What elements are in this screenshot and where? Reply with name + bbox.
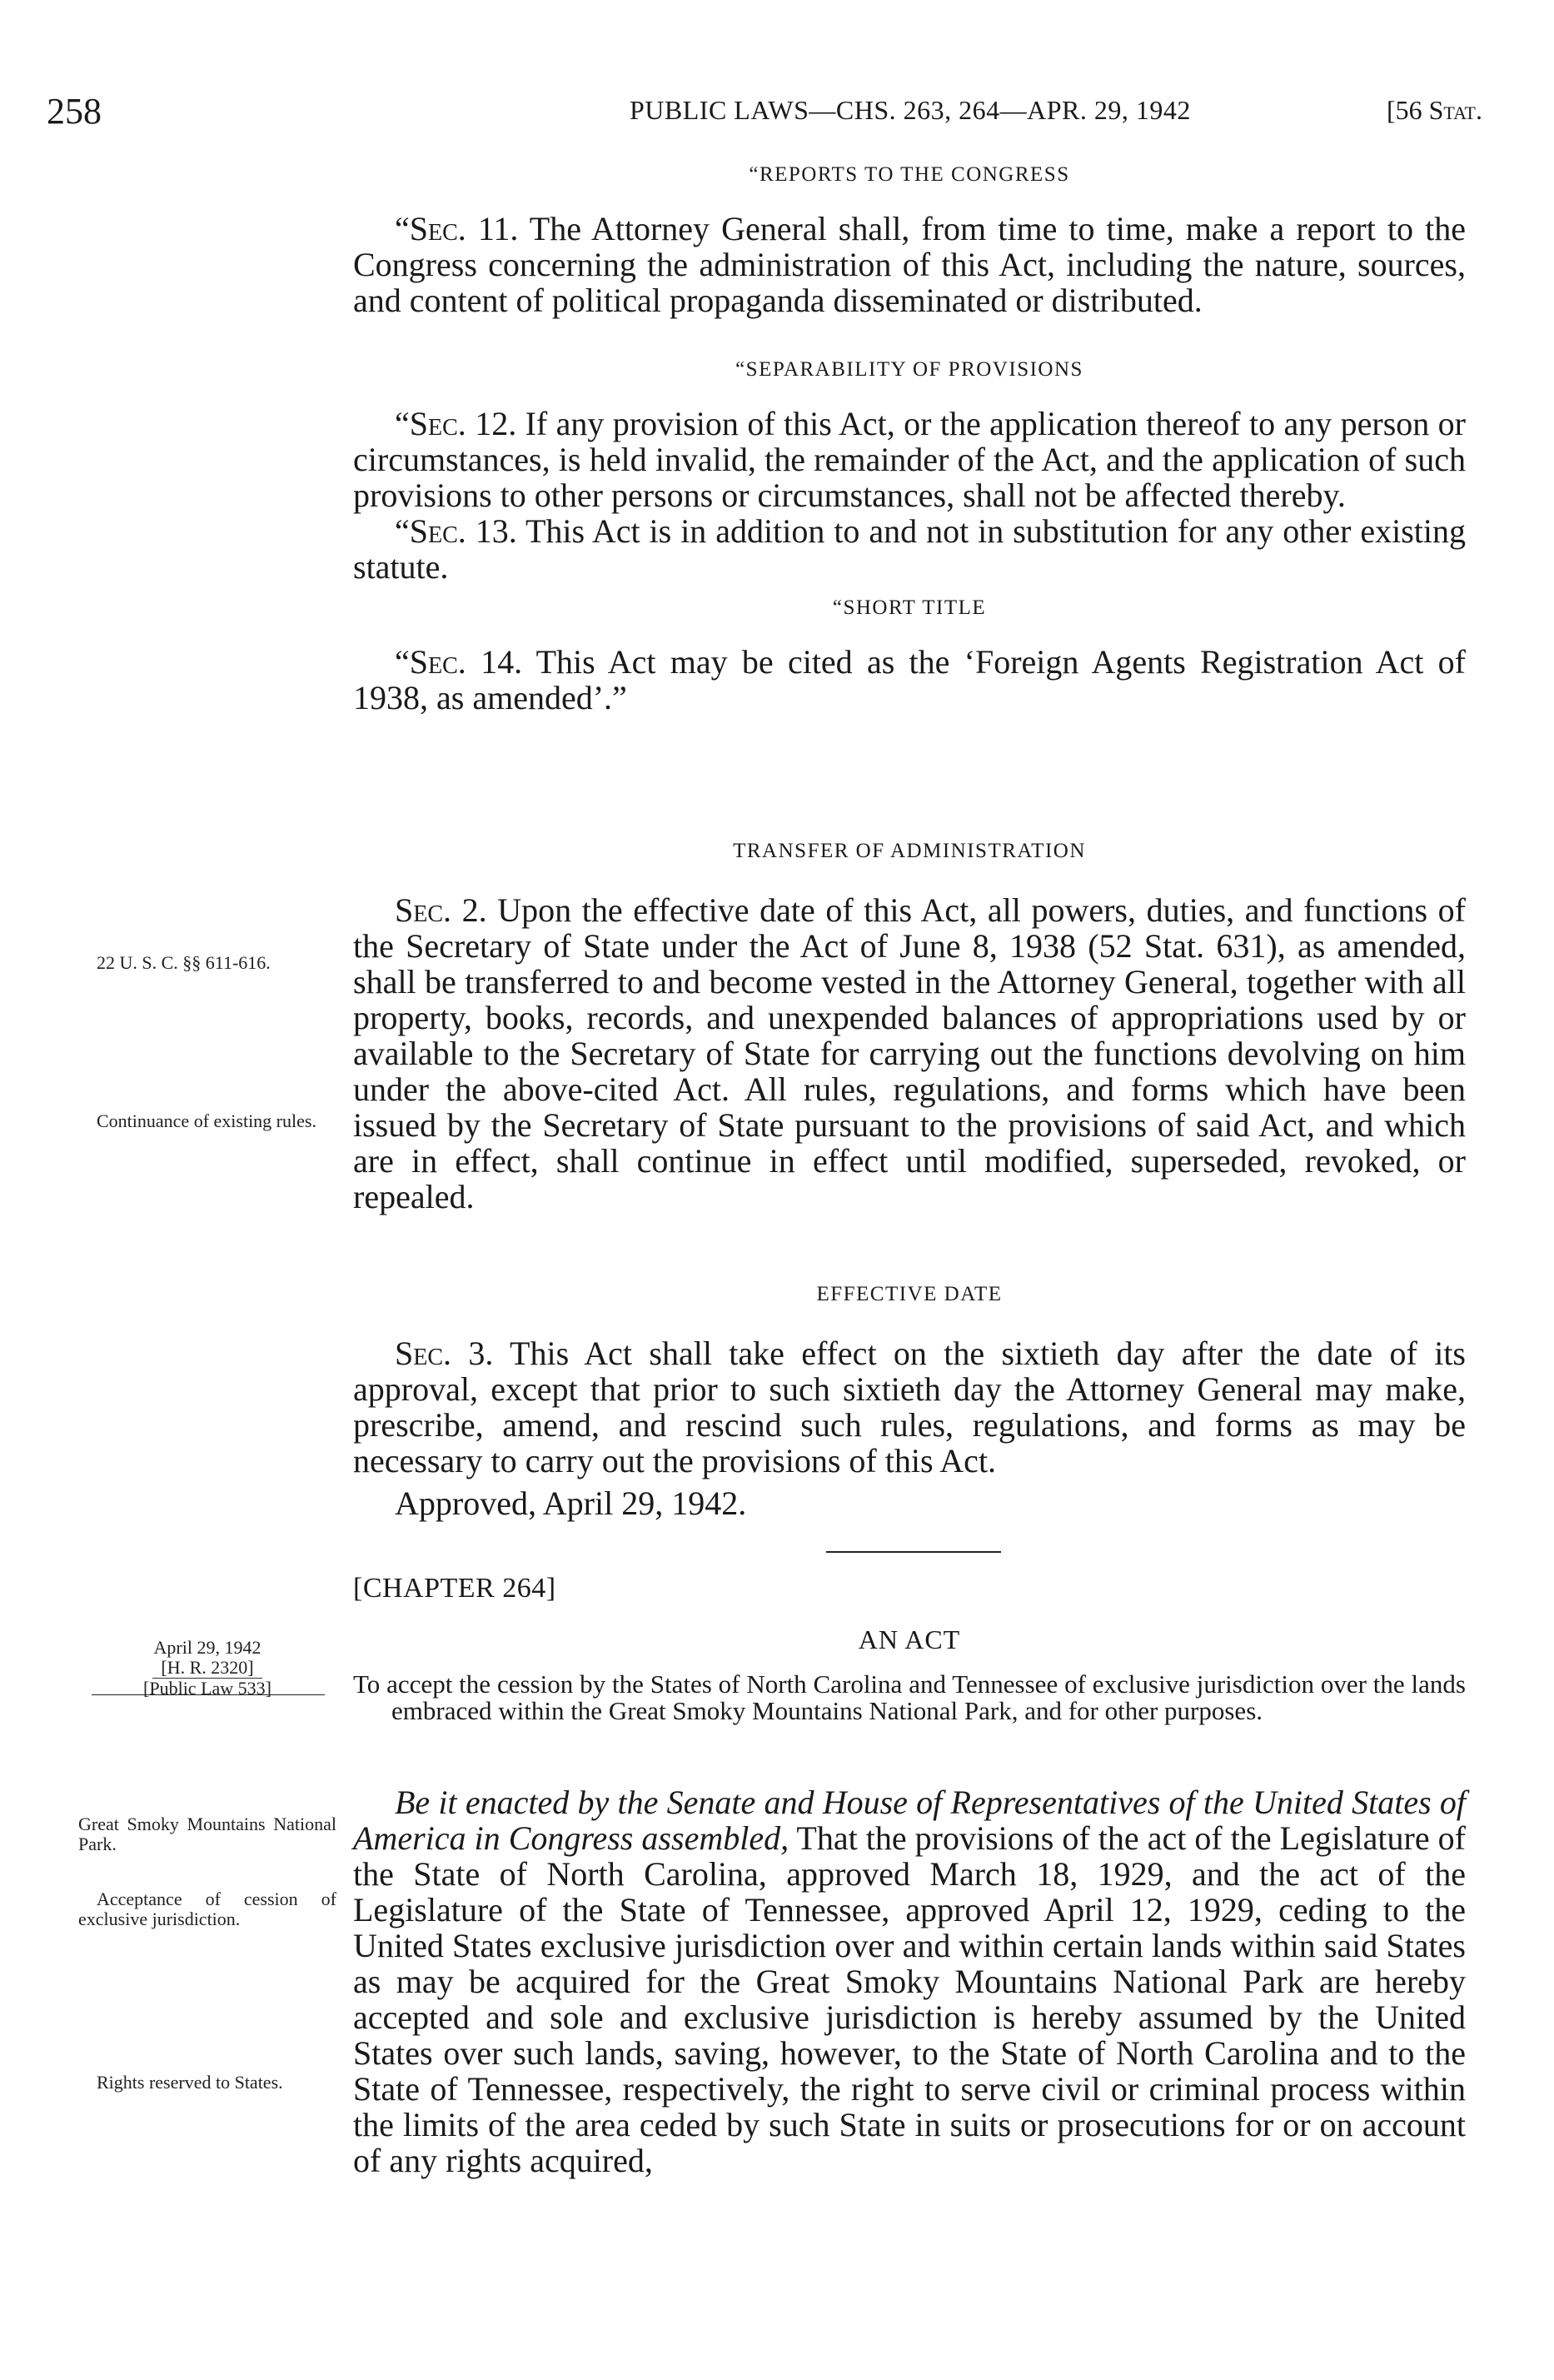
section-13-quote: “ (395, 512, 410, 550)
heading-transfer-of-administration: TRANSFER OF ADMINISTRATION (733, 840, 1086, 862)
section-12 (353, 406, 1466, 513)
heading-reports-to-congress: “REPORTS TO THE CONGRESS (749, 163, 1070, 186)
section-12-quote: “ (395, 405, 410, 442)
section-14-text: 14. This Act may be cited as the ‘Foreign Agents Registration Act of 1938, as amended’.” (353, 643, 1466, 716)
chapter-264-body (353, 1784, 1466, 2178)
margin-note-rights: Rights reserved to States. (97, 2072, 283, 2093)
heading-short-title: “SHORT TITLE (832, 596, 987, 619)
margin-rule (92, 1694, 325, 1695)
margin-note-acceptance: Acceptance of cession of exclusive jurisdiction. (78, 1889, 336, 1929)
section-3-label: Sec. (395, 1335, 452, 1372)
statute-ref-prefix: [56 (1386, 95, 1429, 125)
section-14-quote: “ (395, 643, 410, 681)
section-2-label: Sec. (395, 891, 452, 929)
section-14 (353, 644, 1466, 716)
chapter-reference: PUBLIC LAWS—CHS. 263, 264—APR. 29, 1942 (630, 95, 1191, 125)
margin-note-bill-info (78, 1638, 336, 1699)
section-12-label: Sec. (409, 405, 466, 442)
section-2 (353, 892, 1466, 1215)
chapter-264-label: [CHAPTER 264] (353, 1573, 556, 1604)
running-header (47, 90, 1482, 132)
margin-bill-number: [H. R. 2320] (152, 1658, 261, 1679)
margin-note-usc: 22 U. S. C. §§ 611-616. (97, 952, 271, 973)
section-2-text: 2. Upon the effective date of this Act, all powers, duties, and functions of the Secretary of State under the Act of June 8, 1938 (52 Stat. 631), as amended, shall be transferred to and become vested in the Attorney General, together with all property, books, records, and unexpended balances of appropriations used by or available to the Secretary of State for carrying out the functions devolving on him under the above-cited Act. All rules, regulations, and forms which have been issued by the Secretary of State pursuant to the provisions of said Act, and which are in effect, shall continue in effect until modified, superseded, revoked, or repealed. (353, 891, 1466, 1215)
transfer-block (353, 833, 1466, 1215)
margin-note-park: Great Smoky Mountains National Park. (78, 1814, 336, 1854)
enacting-body: That the provisions of the act of the Legislature of the State of North Carolina, approved March 18, 1929, and the act of the Legislature of the State of Tennessee, approved April 12, 1929, ceding to the United States exclusive jurisdiction over and within certain lands within said States as may be acquired for the Great Smoky Mountains National Park are hereby accepted and sole and exclusive jurisdiction is hereby assumed by the United States over such lands, saving, however, to the State of North Carolina and to the State of Tennessee, respectively, the right to serve civil or criminal process within the limits of the area ceded by such State in suits or prosecutions for or on account of any rights acquired, (353, 1819, 1466, 2179)
section-3-text: 3. This Act shall take effect on the sixtieth day after the date of its approval, except that prior to such sixtieth day the Attorney General may make, prescribe, amend, and rescind such rules, regulations, and forms as may be necessary to carry out the provisions of this Act. (353, 1335, 1466, 1479)
section-11-quote: “ (395, 210, 410, 247)
section-11-label: Sec. (409, 210, 466, 247)
page-number: 258 (47, 91, 102, 132)
section-11 (353, 211, 1466, 318)
section-13 (353, 513, 1466, 585)
margin-public-law: [Public Law 533] (143, 1678, 271, 1699)
amended-sections-block (353, 157, 1466, 716)
heading-effective-date: EFFECTIVE DATE (816, 1283, 1003, 1305)
act-purpose: To accept the cession by the States of North Carolina and Tennessee of exclusive jurisdiction over the lands embraced within the Great Smoky Mountains National Park, and for other purposes. (353, 1669, 1466, 1725)
heading-separability: “SEPARABILITY OF PROVISIONS (735, 358, 1083, 381)
section-13-text: 13. This Act is in addition to and not in substitution for any other existing statute. (353, 512, 1466, 586)
section-14-label: Sec. (409, 643, 466, 681)
enacting-clause: Be it enacted by the Senate and House of Representatives of the United States of America in Congress assembled, (353, 1784, 1466, 1857)
margin-note-continuance: Continuance of existing rules. (97, 1110, 316, 1131)
section-11-text: 11. The Attorney General shall, from time to time, make a report to the Congress concerning the administration of this Act, including the nature, sources, and content of political propaganda disseminated or distributed. (353, 210, 1466, 319)
statute-reference (1387, 95, 1482, 126)
section-3 (353, 1335, 1466, 1479)
margin-date: April 29, 1942 (153, 1637, 261, 1658)
approval-line: Approved, April 29, 1942. (395, 1484, 747, 1522)
act-title: AN ACT (858, 1624, 961, 1654)
section-12-text: 12. If any provision of this Act, or the application thereof to any person or circumstances, is held invalid, the remainder of the Act, and the application of such provisions to other persons or circumstances, shall not be affected thereby. (353, 405, 1466, 514)
section-13-label: Sec. (409, 512, 466, 550)
enacting-paragraph (353, 1784, 1466, 2178)
statute-ref-abbrev: Stat. (1428, 95, 1482, 125)
effective-date-block (353, 1276, 1466, 1521)
chapter-separator-rule (826, 1551, 1001, 1553)
